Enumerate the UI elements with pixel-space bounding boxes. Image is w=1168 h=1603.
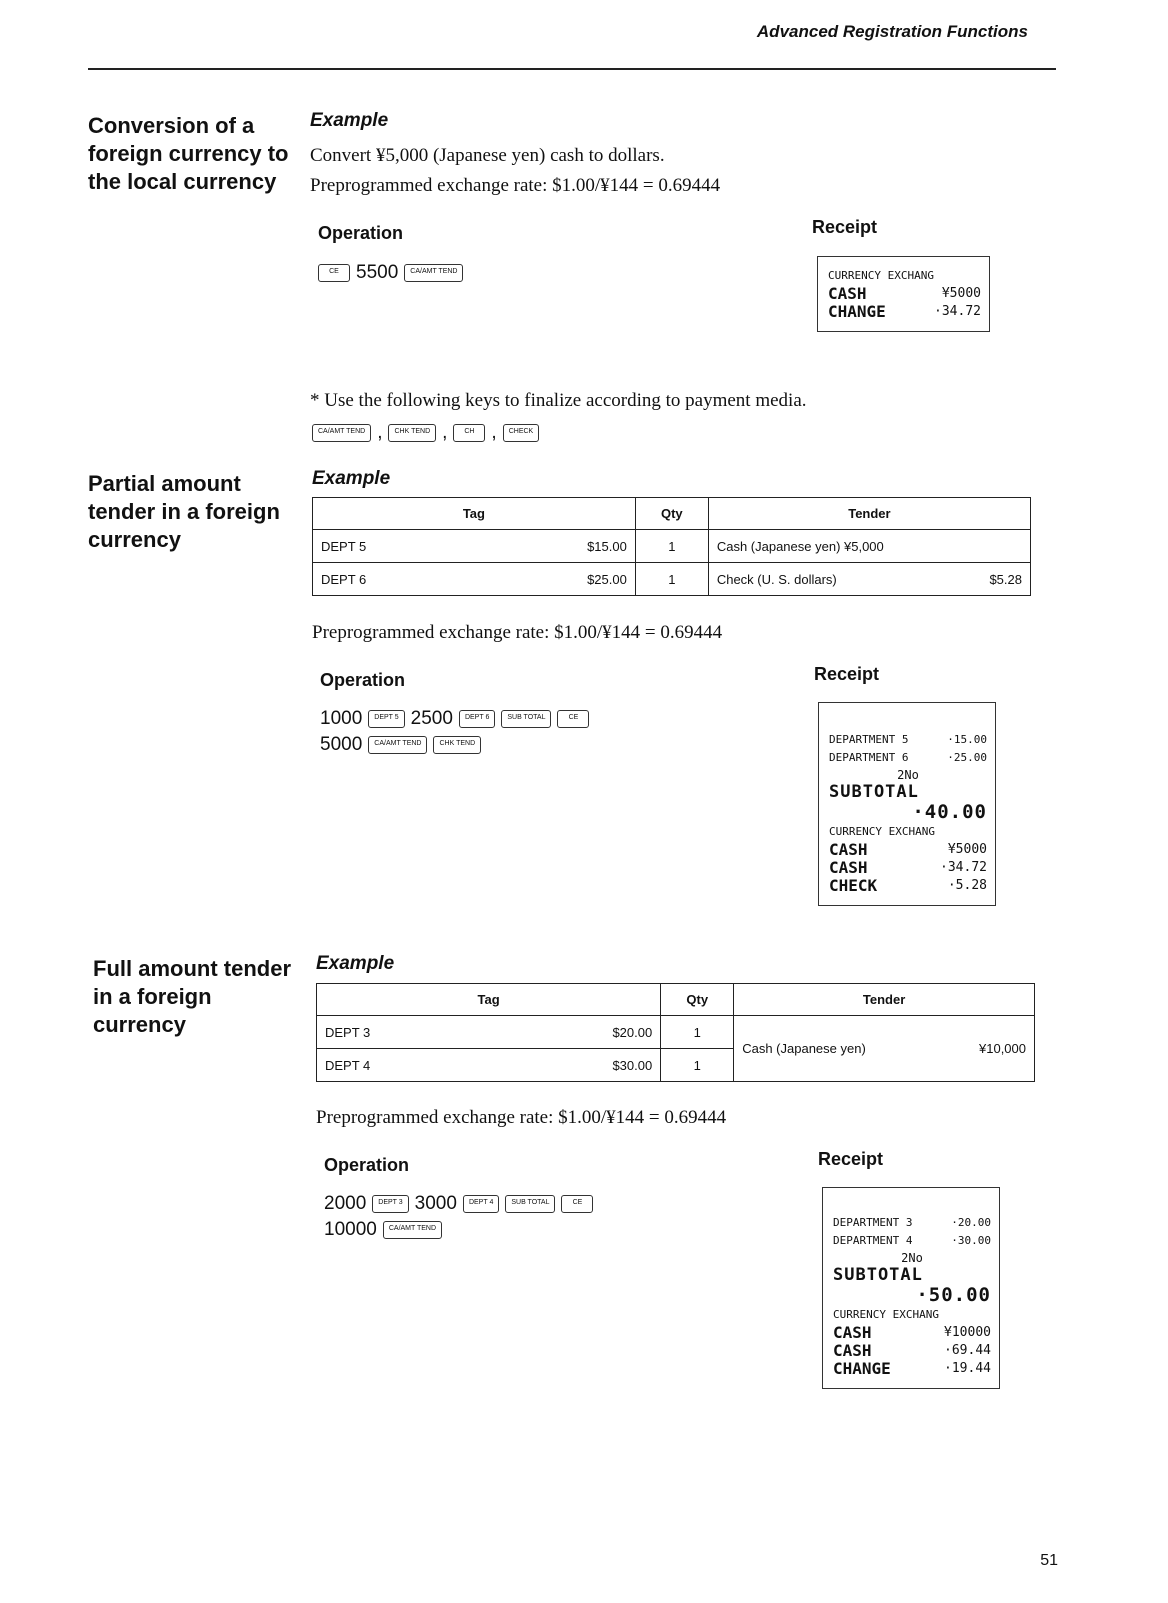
exchange-rate: Preprogrammed exchange rate: $1.00/¥144 = 0.69444 [316,1107,727,1128]
chk-tend-key: CHK TEND [388,424,436,442]
operation-row: 2000 DEPT 3 3000 DEPT 4 SUB TOTAL CE [324,1191,593,1217]
operation-label: Operation [320,670,406,690]
subtotal-key: SUB TOTAL [505,1195,555,1213]
page-number: 51 [1040,1552,1058,1569]
example-line: Convert ¥5,000 (Japanese yen) cash to dollars. [310,145,665,166]
tender-table-full [316,983,1035,1082]
table-row: DEPT 3 $20.00 1 Cash (Japanese yen) ¥10,000 [317,1016,1035,1049]
ce-key: CE [318,264,350,282]
receipt-partial: DEPARTMENT 5 ·15.00 DEPARTMENT 6 ·25.00 2No SUBTOTAL ·40.00 CURRENCY EXCHANG CASH ¥5000 CASH ·34.72 CHECK ·5.28 [818,702,996,906]
ca-amt-tend-key: CA/AMT TEND [383,1221,442,1239]
operation-label: Operation [318,223,404,243]
ca-amt-tend-key: CA/AMT TEND [368,736,427,754]
check-key: CHECK [503,424,540,442]
dept3-key: DEPT 3 [372,1195,408,1213]
ch-key: CH [453,424,485,442]
dept4-key: DEPT 4 [463,1195,499,1213]
col-qty: Qty [661,984,734,1016]
operation-row [318,260,463,286]
ca-amt-tend-key: CA/AMT TEND [404,264,463,282]
exchange-rate: Preprogrammed exchange rate: $1.00/¥144 = 0.69444 [312,622,723,643]
table-row: DEPT 6 $25.00 1 Check (U. S. dollars) $5.28 [313,563,1031,596]
ce-key: CE [561,1195,593,1213]
note-text: * Use the following keys to finalize according to payment media. [310,390,807,411]
ce-key: CE [557,710,589,728]
col-tender: Tender [734,984,1035,1016]
example-label: Example [316,953,395,974]
col-tag: Tag [317,984,661,1016]
page-header: Advanced Registration Functions [756,22,1028,41]
section-title-conversion: Conversion of a foreign currency to the local currency [88,113,289,194]
operation-row: 1000 DEPT 5 2500 DEPT 6 SUB TOTAL CE [320,706,589,732]
section-title-partial: Partial amount tender in a foreign currency [88,471,280,552]
col-qty: Qty [635,498,708,530]
ca-amt-tend-key: CA/AMT TEND [312,424,371,442]
header-rule [88,68,1056,70]
section-title-full: Full amount tender in a foreign currency [93,956,291,1037]
table-row: DEPT 5 $15.00 1 Cash (Japanese yen) ¥5,000 [313,530,1031,563]
col-tender: Tender [708,498,1030,530]
operation-label: Operation [324,1155,410,1175]
op-amount: 5500 [356,262,399,283]
example-label: Example [312,468,391,489]
receipt-label: Receipt [814,664,880,684]
col-tag: Tag [313,498,636,530]
operation-row: 10000 CA/AMT TEND [324,1217,442,1243]
receipt-conversion: CURRENCY EXCHANG CASH ¥5000 CHANGE ·34.72 [817,256,990,332]
tender-table-partial [312,497,1031,596]
payment-keys: CA/AMT TEND , CHK TEND , CH , CHECK [312,420,539,446]
receipt-full: DEPARTMENT 3 ·20.00 DEPARTMENT 4 ·30.00 2No SUBTOTAL ·50.00 CURRENCY EXCHANG CASH ¥10000 CASH ·69.44 CHANGE ·19.44 [822,1187,1000,1389]
dept6-key: DEPT 6 [459,710,495,728]
chk-tend-key: CHK TEND [433,736,481,754]
receipt-line: CURRENCY EXCHANG [828,269,934,282]
dept5-key: DEPT 5 [368,710,404,728]
operation-row: 5000 CA/AMT TEND CHK TEND [320,732,481,758]
subtotal-key: SUB TOTAL [501,710,551,728]
receipt-label: Receipt [818,1149,884,1169]
exchange-rate: Preprogrammed exchange rate: $1.00/¥144 = 0.69444 [310,175,721,196]
example-label: Example [310,110,389,131]
receipt-label: Receipt [812,217,878,237]
table-row: DEPT 4 $30.00 1 [317,1049,1035,1082]
